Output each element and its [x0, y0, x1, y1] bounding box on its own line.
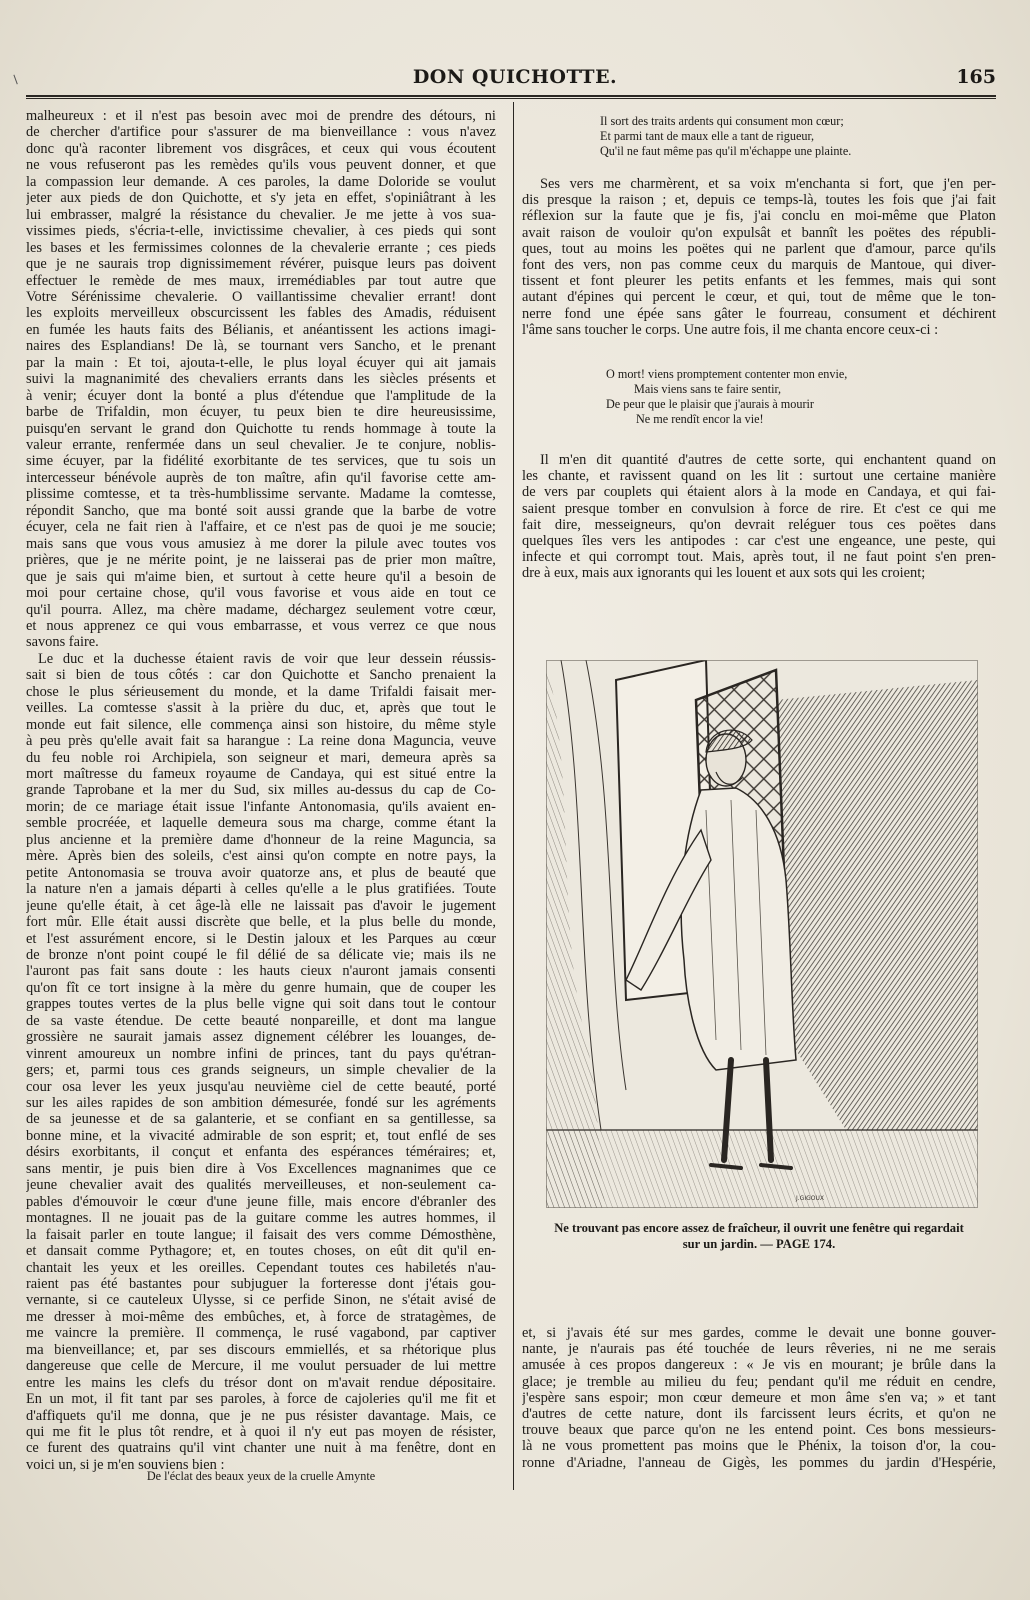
left-line: me vaincre la première. Il commença, le rusé vagabond, par captiver — [26, 1325, 496, 1342]
left-line: ne vous refuseront pas les remèdes qu'ils vous peuvent donner, et que — [26, 157, 496, 174]
illustration-man-at-window — [546, 660, 978, 1208]
left-line: mère. Après bien des soleils, c'est ainsi qu'on compte en notre pays, la — [26, 848, 496, 865]
left-line: me dresser à moi-même des embûches, et, à force de stratagèmes, de — [26, 1308, 496, 1325]
left-line: lui embrasser, malgré la résistance du chevalier. Je me jette à vos sua- — [26, 206, 496, 223]
left-line: sime écuyer, par la fidélité exorbitante de tes services, que tu sois un — [26, 453, 496, 470]
verse-line: O mort! viens promptement contenter mon envie, — [606, 367, 848, 381]
left-line: Le duc et la duchesse étaient ravis de voir que leur dessein réussis- — [38, 650, 496, 667]
right-line: tissent et font pleurer les petits enfants et les femmes, mais qui sont — [522, 273, 996, 290]
right-line: trouve beaux que parce qu'on ne les entend point. Ces bons messieurs- — [522, 1422, 996, 1439]
left-line: barbe de Trifaldin, mon écuyer, tu peux bien te dire heureusissime, — [26, 404, 496, 421]
left-line: plus ancienne et la première dame d'honneur de la reine Maguncia, sa — [26, 831, 496, 848]
right-line: d'autres de cette nature, dont ils farcissent leurs écrits, et qu'on ne — [522, 1406, 996, 1422]
left-line: les bases et les fermissimes colonnes de la chevalerie errante ; ces pieds — [26, 239, 496, 256]
left-line: sait si bien de tous côtés : car don Quichotte et Sancho prenaient la — [26, 667, 496, 684]
page-title: DON QUICHOTTE. — [412, 66, 618, 88]
verse-line: Et parmi tant de maux elle a tant de rigueur, — [600, 129, 815, 143]
right-line: Il m'en dit quantité d'autres de cette sorte, qui enchantent quand on — [540, 452, 996, 468]
left-line: petite Antonomasia se trouva avoir quatorze ans, et plus de beauté que — [26, 864, 496, 881]
verse-line: Ne me rendît encor la vie! — [636, 412, 764, 426]
left-line: chantait les yeux et les oreilles. Cependant toutes ces habiletés n'au- — [26, 1259, 496, 1276]
illustration-caption: sur un jardin. — PAGE 174. — [682, 1237, 836, 1251]
verse-line: Il sort des traits ardents qui consument mon cœur; — [600, 114, 844, 128]
left-line: intercesseur bénévole auprès de ton maître, afin qu'il favorise cette am- — [26, 469, 496, 486]
left-line: donc qu'à raconter librement vos disgrâces, et ceux qui vous écoutent — [26, 140, 496, 157]
left-line: qui me fit le plus tôt rendre, et à quoi il n'y eut pas moyen de résister, — [26, 1424, 496, 1440]
left-line: la nature n'en a jamais départi à celles qu'elle a le plus gratifiées. Toute — [26, 881, 496, 898]
left-line: puisqu'en servant le grand don Quichotte tu rends hommage à toute la — [26, 420, 496, 437]
right-line: amusée à ces propos dangereux : « Je vis en mourant; je brûle dans la — [522, 1357, 996, 1374]
right-line: nante, je n'aurais pas été touchée de leurs rêveries, ni ne me serais — [522, 1341, 996, 1358]
left-line: gers; et, parmi tous ces grands seigneurs, un simple chevalier de la — [26, 1062, 496, 1079]
left-line: En un mot, il fit tant par ses paroles, à force de cajoleries qu'il me fit et — [26, 1391, 496, 1408]
left-line: veilles. La comtesse s'assit à la prière du duc, et, après que tout le — [26, 700, 496, 717]
left-line: malheureux : et il n'est pas besoin avec moi de prendre des détours, ni — [26, 108, 496, 124]
left-line: répondit Sancho, que ma bonté soit aussi grande que la barbe de votre — [26, 502, 496, 519]
right-line: glace; je tremble au milieu du feu; pendant qu'il me réduit en cendre, — [522, 1373, 996, 1390]
illustration-signature: J.GIGOUX — [796, 1195, 824, 1202]
header-rule-thin — [26, 98, 996, 99]
left-line: désirs exorbitants, il conçut et enfanta des espérances téméraires; et, — [26, 1144, 496, 1161]
left-line: de sa vaste étendue. De cette beauté nonpareille, et dont ma langue — [26, 1012, 496, 1029]
left-line: à venir; écuyer dont la bonté a plus d'étendue que l'amplitude de la — [26, 387, 496, 404]
left-line: les exploits merveilleux obscurcissent les fables des Amadis, réduisent — [26, 305, 496, 322]
right-line: quelques îles vers les antipodes : car c'est une engeance, une peste, qui — [522, 533, 996, 549]
left-line: de bronze n'ont point coupé le fil délié de sa délicate vie; mais ils ne — [26, 946, 496, 963]
left-line: ma bienveillance; et, par ses discours emmiellés, et sa rhétorique plus — [26, 1341, 496, 1358]
left-line: grossière ne saurait jamais assez dignement célébrer les louanges, de- — [26, 1029, 496, 1046]
left-line: que je ne saurais trop dignissimement révérer, puisque leurs pas doivent — [26, 256, 496, 273]
right-line: avait raison de vouloir qu'on expulsât et bannît les poëtes des républi- — [522, 224, 996, 241]
verse-line: Qu'il ne faut même pas qu'il m'échappe une plainte. — [600, 144, 852, 158]
left-line: ce furent des quatrains qu'il vint chanter une nuit à ma fenêtre, dont en — [26, 1440, 496, 1457]
left-line: que je sais qui m'aime bien, et surtout à cette heure qu'il a besoin de — [26, 568, 496, 585]
left-line: vernante, si ce cauteleux Ulysse, si ce perfide Sinon, ne s'était avisé de — [26, 1292, 496, 1309]
right-line: ronne d'Ariadne, l'anneau de Gigès, les pommes du jardin d'Hespérie, — [522, 1454, 996, 1471]
left-line: qu'on fît ce tort insigne à la mère du genre humain, que de couper les — [26, 979, 496, 996]
left-line: mais sans que vous vous amusiez à me dorer la pilule avec toutes vos — [26, 535, 496, 552]
left-line: montagnes. Il ne jouait pas de la guitare comme les autres hommes, il — [26, 1210, 496, 1227]
right-line: infecte et qui corrompt tout. Mais, après tout, il ne faut point s'en pren- — [522, 549, 996, 566]
right-line: nerre fond une épée sans gâter le fourreau, consument et déchirent — [522, 305, 996, 322]
left-line: et l'est assurément encore, si le Destin jaloux et les Parques au cœur — [26, 930, 496, 947]
right-line: font des vers, non pas comme ceux du marquis de Mantoue, qui diver- — [522, 257, 996, 273]
verse-line: Mais viens sans te faire sentir, — [634, 382, 782, 396]
left-line: savons faire. — [26, 634, 99, 651]
right-line: dre à eux, mais aux ignorants qui les louent et aux sots qui les croient; — [522, 565, 926, 582]
left-line: suivi la magnanimité des chevaliers errants dans les siècles présents et — [26, 371, 496, 388]
left-line: morin; de ce mariage était issue l'infante Antonomasia, qu'ils avaient en- — [26, 798, 496, 815]
left-line: jeune chevalier avait des qualités merveilleuses, et non-seulement ca- — [26, 1177, 496, 1194]
left-line: semble procréée, et laquelle demeura sous ma charge, comme étant la — [26, 815, 496, 832]
left-line: prières, que je ne mérite point, je ne laisserai pas de prier mon maître, — [26, 552, 496, 569]
left-line: vissimes pieds, s'écria-t-elle, invictissime chevalier, à ces pieds qui sont — [26, 223, 496, 240]
right-line: là ne vous promettent pas moins que le Phénix, la toison d'or, la cou- — [522, 1438, 996, 1455]
left-line: et nous apprenez ce qui vous embarrasse, et vous verrez ce que nous — [26, 617, 496, 634]
left-line: sans mentir, je puis bien dire à Vos Excellences magnanimes que ce — [26, 1160, 496, 1177]
right-line: autant d'épines qui percent le cœur, et qui, tout de même que le ton- — [522, 289, 996, 306]
left-line: de sa jeunesse et de sa galanterie, et se confiant en sa gentillesse, sa — [26, 1111, 496, 1128]
column-divider — [513, 102, 514, 1490]
left-line: vinrent amoureux un nombre infini de princes, tant du pays qu'étran- — [26, 1045, 496, 1062]
left-line: sur les ailes rapides de son ambition démesurée, fondé sur les agréments — [26, 1095, 496, 1111]
left-line: naires des Esplandians! De là, se tournant vers Sancho, et le prenant — [26, 338, 496, 355]
left-line: qu'il pourra. Allez, ma chère madame, déchargez seulement votre cœur, — [26, 601, 496, 618]
left-line: effectuer le remède de mes maux, irremédiables par tout autre que — [26, 272, 496, 289]
left-line: la compassion leur demande. A ces paroles, la dame Doloride se voulut — [26, 173, 496, 190]
right-line: et, si j'avais été sur mes gardes, comme le devait une bonne gouver- — [522, 1325, 996, 1341]
left-line: moi pour certaine chose, qu'il vous favorise et vous aide en tout ce — [26, 585, 496, 602]
left-line: et dansait comme Pythagore; et, en toutes choses, on eût dit qu'il en- — [26, 1243, 496, 1260]
verse-line: De peur que le plaisir que j'aurais à mourir — [606, 397, 814, 411]
left-line: jeter aux pieds de don Quichotte, et s'y jeta en effet, s'opiniâtrant à les — [26, 190, 496, 207]
left-line: pables d'émouvoir le cœur d'une jeune fille, mais encore d'ébranler des — [26, 1193, 496, 1210]
left-line: voici un, si je m'en souviens bien : — [26, 1456, 225, 1473]
left-line: plissime comtesse, et ta très-humblissime servante. Madame la comtesse, — [26, 486, 496, 503]
left-line: en fumée les hauts faits des Bélianis, et anéantissent les actions imagi- — [26, 321, 496, 338]
left-line: fort mûr. Elle était aussi discrète que belle, et la plus belle du monde, — [26, 914, 496, 931]
right-line: réflexion sur la faute que je fis, j'ai conclu en moi-même que Platon — [522, 208, 996, 225]
left-line: Votre Sérénissime chevalerie. O vaillantissime chevalier errant! dont — [26, 288, 496, 305]
left-line: de chercher d'artifice pour s'assurer de ma bienveillance : vous n'avez — [26, 124, 496, 141]
right-line: j'espère sans espoir; mon cœur demeure et mon âme s'en va; » et tant — [522, 1389, 996, 1406]
left-line: par la main : Et toi, ajouta-t-elle, le plus loyal écuyer qui ait jamais — [26, 354, 496, 371]
right-line: de vers par couplets qui étaient alors à la mode en Candaya, et qui fai- — [522, 484, 996, 501]
left-line: bonne mine, et la vivacité admirable de son esprit; et, tout enflé de ses — [26, 1127, 496, 1144]
left-line: jeune qu'elle était, à cet âge-là elle ne laissait pas d'avoir le jugement — [26, 897, 496, 914]
right-line: Ses vers me charmèrent, et sa voix m'enchanta si fort, que j'en per- — [540, 176, 996, 192]
left-line: écuyer, cela ne fait rien à l'affaire, et ce n'est pas de quoi je me soucie; — [26, 519, 496, 536]
right-line: saient presque tomber en convulsion à force de rire. Et c'est ce qui me — [522, 500, 996, 517]
left-line: à peu près qu'elle avait fait sa harangue : La reine dona Maguncia, veuve — [26, 733, 496, 750]
left-verse-line: De l'éclat des beaux yeux de la cruelle Amynte — [146, 1469, 376, 1483]
left-line: raient pas été bastantes pour subjuguer la forteresse dont j'étais gou- — [26, 1275, 496, 1292]
left-line: monde eut fait silence, elle commença ainsi son histoire, du même style — [26, 716, 496, 733]
right-line: dis presque la raison ; et, depuis ce temps-là, toutes les fois que j'ai fait — [522, 192, 996, 209]
left-line: l'auront pas fait sans doute : les hauts cieux n'auront jamais consenti — [26, 963, 496, 980]
right-line: fait dire, messeigneurs, qu'on devrait reléguer tous ces poëtes dans — [522, 516, 996, 533]
left-line: valeur errante, renfermée dans un seul chevalier. Je te conjure, noblis- — [26, 437, 496, 453]
illustration-caption: Ne trouvant pas encore assez de fraîcheur, il ouvrit une fenêtre qui regardait — [554, 1221, 964, 1235]
right-line: les chante, et ravissent quand on les lit : surtout une certaine manière — [522, 468, 996, 485]
left-line: du feu noble roi Archipiela, son seigneur et mari, demeura après sa — [26, 749, 496, 766]
right-line: ques, tout au moins les poëtes qui ne parlent que d'amour, parce qu'ils — [522, 240, 996, 257]
right-line: l'âme sans toucher le corps. Une autre fois, il me chanta encore ceux-ci : — [522, 321, 939, 338]
left-line: grappes toutes vertes de la plus belle vigne qui soit dans tout le contour — [26, 996, 496, 1013]
left-line: d'affiquets qu'il me donna, que je ne pus résister davantage. Mais, ce — [26, 1407, 496, 1424]
left-line: chose le plus sérieusement du monde, et la dame Trifaldi faisait mer- — [26, 683, 496, 700]
left-line: entre les mains les clefs du trésor dont on m'avait rendue dépositaire. — [26, 1374, 496, 1391]
page-number: 165 — [956, 66, 996, 88]
left-line: la faisait parler en toute langue; il faisait des vers comme Démosthène, — [26, 1226, 496, 1243]
left-line: mort maîtresse du fameux royaume de Candaya, qui est situé entre la — [26, 766, 496, 782]
header-rule — [26, 95, 996, 97]
left-line: cour osa lever les yeux jusqu'au neuvième ciel de cette beauté, porté — [26, 1078, 496, 1095]
left-line: grande Taprobane et la mer du Sud, six milles au-dessus du cap de Co- — [26, 782, 496, 799]
left-line: dangereuse que celle de Mercure, il me voulut persuader de lui mettre — [26, 1358, 496, 1375]
